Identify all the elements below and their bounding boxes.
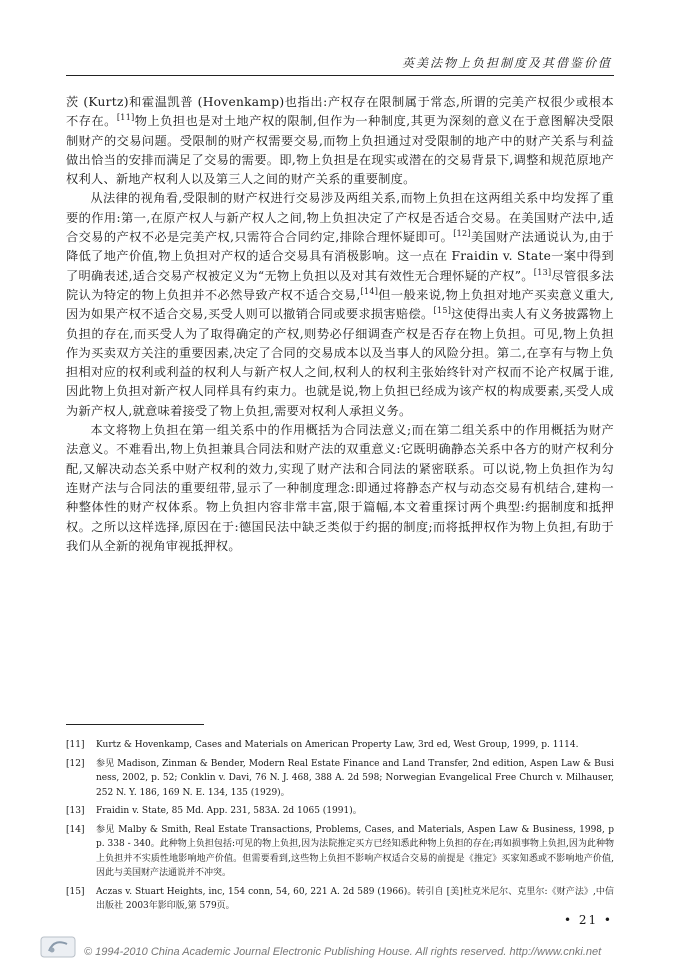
footnote-text: Aczas v. Stuart Heights, inc, 154 conn, 54, 60, 221 A. 2d 589 (1966)。转引自 [美]杜克米尼尔、克里尔:《财产法》,中信出版社 2003年影印版,第 579页。: [96, 886, 614, 911]
footnote-item: [66, 885, 614, 914]
footnote-text: Kurtz & Hovenkamp, Cases and Materials on American Property Law, 3rd ed, West Group, 1999, p. 1114.: [96, 740, 579, 750]
footnote-ref: [12]: [453, 229, 471, 239]
article-body: [66, 93, 614, 556]
body-paragraph: [66, 189, 614, 421]
footnote-item: [66, 823, 614, 881]
paragraph-text: 但一般来说,物上负担对地产买卖意义重大,因为如果产权不适合交易,买受人则可以撤销合同或要求损害赔偿。: [66, 287, 615, 322]
page-number: • 21 •: [563, 913, 613, 927]
paragraph-text: 从法律的视角看,受限制的财产权进行交易涉及两组关系,而物上负担在这两组关系中均发挥了重要的作用:第一,在原产权人与新产权人之间,物上负担决定了产权是否适合交易。在美国财产法中,适合交易的产权不必是完美产权,只需符合合同约定,排除合理怀疑即可。: [66, 191, 614, 245]
footnote-ref: [11]: [116, 113, 135, 123]
paragraph-text: 美国财产法通说认为,由于降低了地产价值,物上负担对产权的适合交易具有消极影响。这一点在 Fraidin v. State一案中得到了明确表述,适合交易产权被定义为“无物上负担以及对其有效性无合理怀疑的产权”。: [66, 230, 614, 283]
footnote-text: 参见 Madison, Zinman & Bender, Modern Real Estate Finance and Land Transfer, 2nd edition, Aspen Law & Business, 2002, p. 52; Conklin v. Davi, 76 N. J. 468, 388 A. 2d 598; Norwegian Evangelical Free Church v. Milhauser, 252 N. Y. 186, 169 N. E. 134, 135 (1929)。: [96, 758, 614, 798]
paragraph-text: 这使得出卖人有义务披露物上负担的存在,而买受人为了取得确定的产权,则势必仔细调查产权是否存在物上负担。可见,物上负担作为买卖双方关注的重要因素,决定了合同的交易成本以及当事人的风险分担。第二,在享有与物上负担相对应的权利或利益的权利人与新产权人之间,权利人的权利主张始终针对产权而不论产权属于谁,因此物上负担对新产权人同样具有约束力。也就是说,物上负担已经成为该产权的构成要素,买受人成为新产权人,就意味着接受了物上负担,需要对权利人承担义务。: [66, 307, 614, 418]
footnote-ref: [14]: [360, 286, 379, 296]
copyright-notice: © 1994-2010 China Academic Journal Electronic Publishing House. All rights reserved. http://www.cnki.net: [84, 946, 602, 958]
footnote-item: [66, 757, 614, 801]
paragraph-text: 物上负担也是对土地产权的限制,但作为一种制度,其更为深刻的意义在于意图解决受限制财产的交易问题。受限制的财产权需要交易,而物上负担通过对受限制的地产中的财产关系与利益做出恰当的安排而满足了交易的需要。即,物上负担是在现实或潜在的交易背景下,调整和规范原地产权利人、新地产权利人以及第三人之间的财产关系的重要制度。: [66, 114, 614, 187]
cnki-logo-icon: [40, 935, 76, 959]
running-title: 英美法物上负担制度及其借鉴价值: [401, 56, 612, 70]
page-footer: [40, 935, 640, 961]
footnote-number: [14]: [66, 824, 85, 835]
footnote-ref: [15]: [433, 306, 452, 316]
footnote-number: [15]: [66, 886, 85, 897]
body-paragraph: [66, 421, 614, 556]
footnote-number: [11]: [66, 740, 85, 750]
footnote-ref: [13]: [533, 267, 552, 277]
footnote-item: [66, 738, 614, 753]
footnote-item: [66, 804, 614, 819]
body-paragraph: [66, 93, 614, 189]
footnote-text: Fraidin v. State, 85 Md. App. 231, 583A. 2d 1065 (1991)。: [96, 806, 362, 816]
footnote-text: 参见 Malby & Smith, Real Estate Transactions, Problems, Cases, and Materials, Aspen Law & Business, 1998, pp. 338 - 340。此种物上负担包括:可见的物上负担,因为法院推定买方已经知悉此种物上负担的存在;再如损事物上负担,因为此种物上负担并不实质性地影响地产价值。但需要看到,这些物上负担不影响产权适合交易的前提是《推定》买家知悉或不影响地产价值,因此与美国财产法通说并不冲突。: [96, 824, 614, 878]
footnotes: [66, 738, 614, 918]
footnote-number: [13]: [66, 806, 85, 816]
footnote-separator: [66, 724, 204, 725]
paragraph-text: 本文将物上负担在第一组关系中的作用概括为合同法意义;而在第二组关系中的作用概括为财产法意义。不难看出,物上负担兼具合同法和财产法的双重意义:它既明确静态关系中各方的财产权利分配,又解决动态关系中财产权利的效力,实现了财产法和合同法的紧密联系。可以说,物上负担作为勾连财产法与合同法的重要纽带,显示了一种制度理念:即通过将静态产权与动态交易有机结合,建构一种整体性的财产权体系。物上负担内容非常丰富,限于篇幅,本文着重探讨两个典型:约据制度和抵押权。之所以这样选择,原因在于:德国民法中缺乏类似于约据的制度;而将抵押权作为物上负担,有助于我们从全新的视角审视抵押权。: [66, 423, 614, 553]
footnote-number: [12]: [66, 758, 85, 769]
paragraph-text: 茨 (Kurtz)和霍温凯普 (Hovenkamp)也指出:产权存在限制属于常态,所谓的完美产权很少或根本不存在。: [66, 95, 614, 129]
paragraph-text: 尽管很多法院认为特定的物上负担并不必然导致产权不适合交易,: [66, 268, 614, 302]
running-header: [66, 51, 614, 76]
